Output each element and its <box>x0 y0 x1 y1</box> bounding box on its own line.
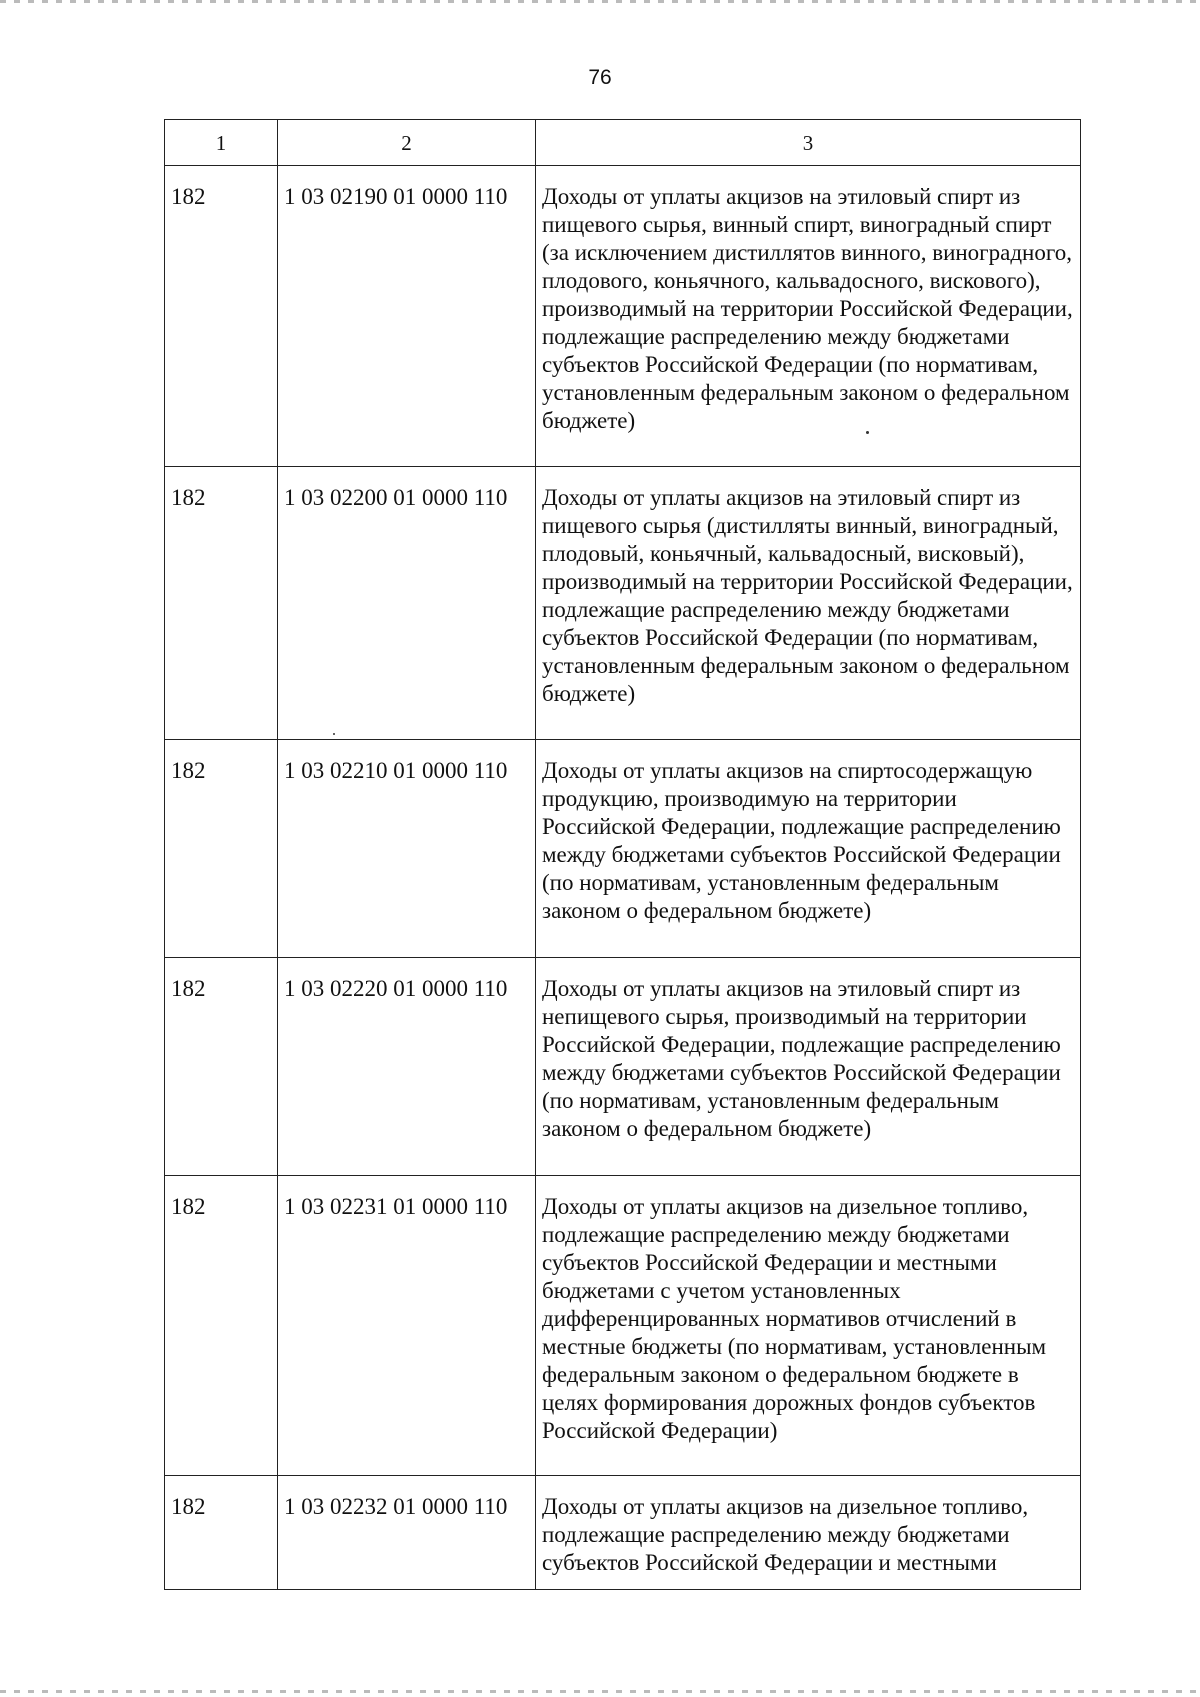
table-row <box>165 1176 1081 1476</box>
admin-code-cell: 182 <box>165 1176 278 1476</box>
budget-code-cell: 1 03 02231 01 0000 110 <box>278 1176 536 1476</box>
scan-top-edge <box>0 0 1200 3</box>
description-cell: Доходы от уплаты акцизов на этиловый спирт из пищевого сырья (дистилляты винный, виноградный, плодовый, коньячный, кальвадосный, висковый), производимый на территории Российской Федерации, подлежащие распределению между бюджетами субъектов Российской Федерации (по нормативам, установленным федеральным законом о федеральном бюджете) <box>536 467 1081 740</box>
scan-bottom-edge <box>0 1690 1200 1693</box>
description-cell: Доходы от уплаты акцизов на этиловый спирт из непищевого сырья, производимый на территории Российской Федерации, подлежащие распределению между бюджетами субъектов Российской Федерации (по нормативам, установленным федеральным законом о федеральном бюджете) <box>536 958 1081 1176</box>
table-header-row <box>165 120 1081 166</box>
budget-code-cell: 1 03 02200 01 0000 110 <box>278 467 536 740</box>
revenue-codes-table <box>164 119 1081 1590</box>
budget-code-cell: 1 03 02232 01 0000 110 <box>278 1476 536 1590</box>
budget-code-cell: 1 03 02190 01 0000 110 <box>278 166 536 467</box>
admin-code-cell: 182 <box>165 166 278 467</box>
scan-speck <box>866 431 869 434</box>
admin-code-cell: 182 <box>165 958 278 1176</box>
scan-speck <box>333 733 335 735</box>
budget-code-cell: 1 03 02210 01 0000 110 <box>278 740 536 958</box>
admin-code-cell: 182 <box>165 1476 278 1590</box>
column-header-1: 1 <box>165 120 278 166</box>
table-row <box>165 958 1081 1176</box>
budget-code-cell: 1 03 02220 01 0000 110 <box>278 958 536 1176</box>
table-row <box>165 166 1081 467</box>
table-row <box>165 740 1081 958</box>
description-cell: Доходы от уплаты акцизов на этиловый спирт из пищевого сырья, винный спирт, виноградный спирт (за исключением дистиллятов винного, виноградного, плодового, коньячного, кальвадосного, вискового), производимый на территории Российской Федерации, подлежащие распределению между бюджетами субъектов Российской Федерации (по нормативам, установленным федеральным законом о федеральном бюджете) <box>536 166 1081 467</box>
admin-code-cell: 182 <box>165 467 278 740</box>
column-header-2: 2 <box>278 120 536 166</box>
description-cell: Доходы от уплаты акцизов на дизельное топливо, подлежащие распределению между бюджетами субъектов Российской Федерации и местными <box>536 1476 1081 1590</box>
admin-code-cell: 182 <box>165 740 278 958</box>
table-row <box>165 467 1081 740</box>
column-header-3: 3 <box>536 120 1081 166</box>
description-cell: Доходы от уплаты акцизов на спиртосодержащую продукцию, производимую на территории Российской Федерации, подлежащие распределению между бюджетами субъектов Российской Федерации (по нормативам, установленным федеральным законом о федеральном бюджете) <box>536 740 1081 958</box>
description-cell: Доходы от уплаты акцизов на дизельное топливо, подлежащие распределению между бюджетами субъектов Российской Федерации и местными бюджетами с учетом установленных дифференцированных нормативов отчислений в местные бюджеты (по нормативам, установленным федеральным законом о федеральном бюджете в целях формирования дорожных фондов субъектов Российской Федерации) <box>536 1176 1081 1476</box>
page-number: 76 <box>588 66 612 89</box>
table-row <box>165 1476 1081 1590</box>
